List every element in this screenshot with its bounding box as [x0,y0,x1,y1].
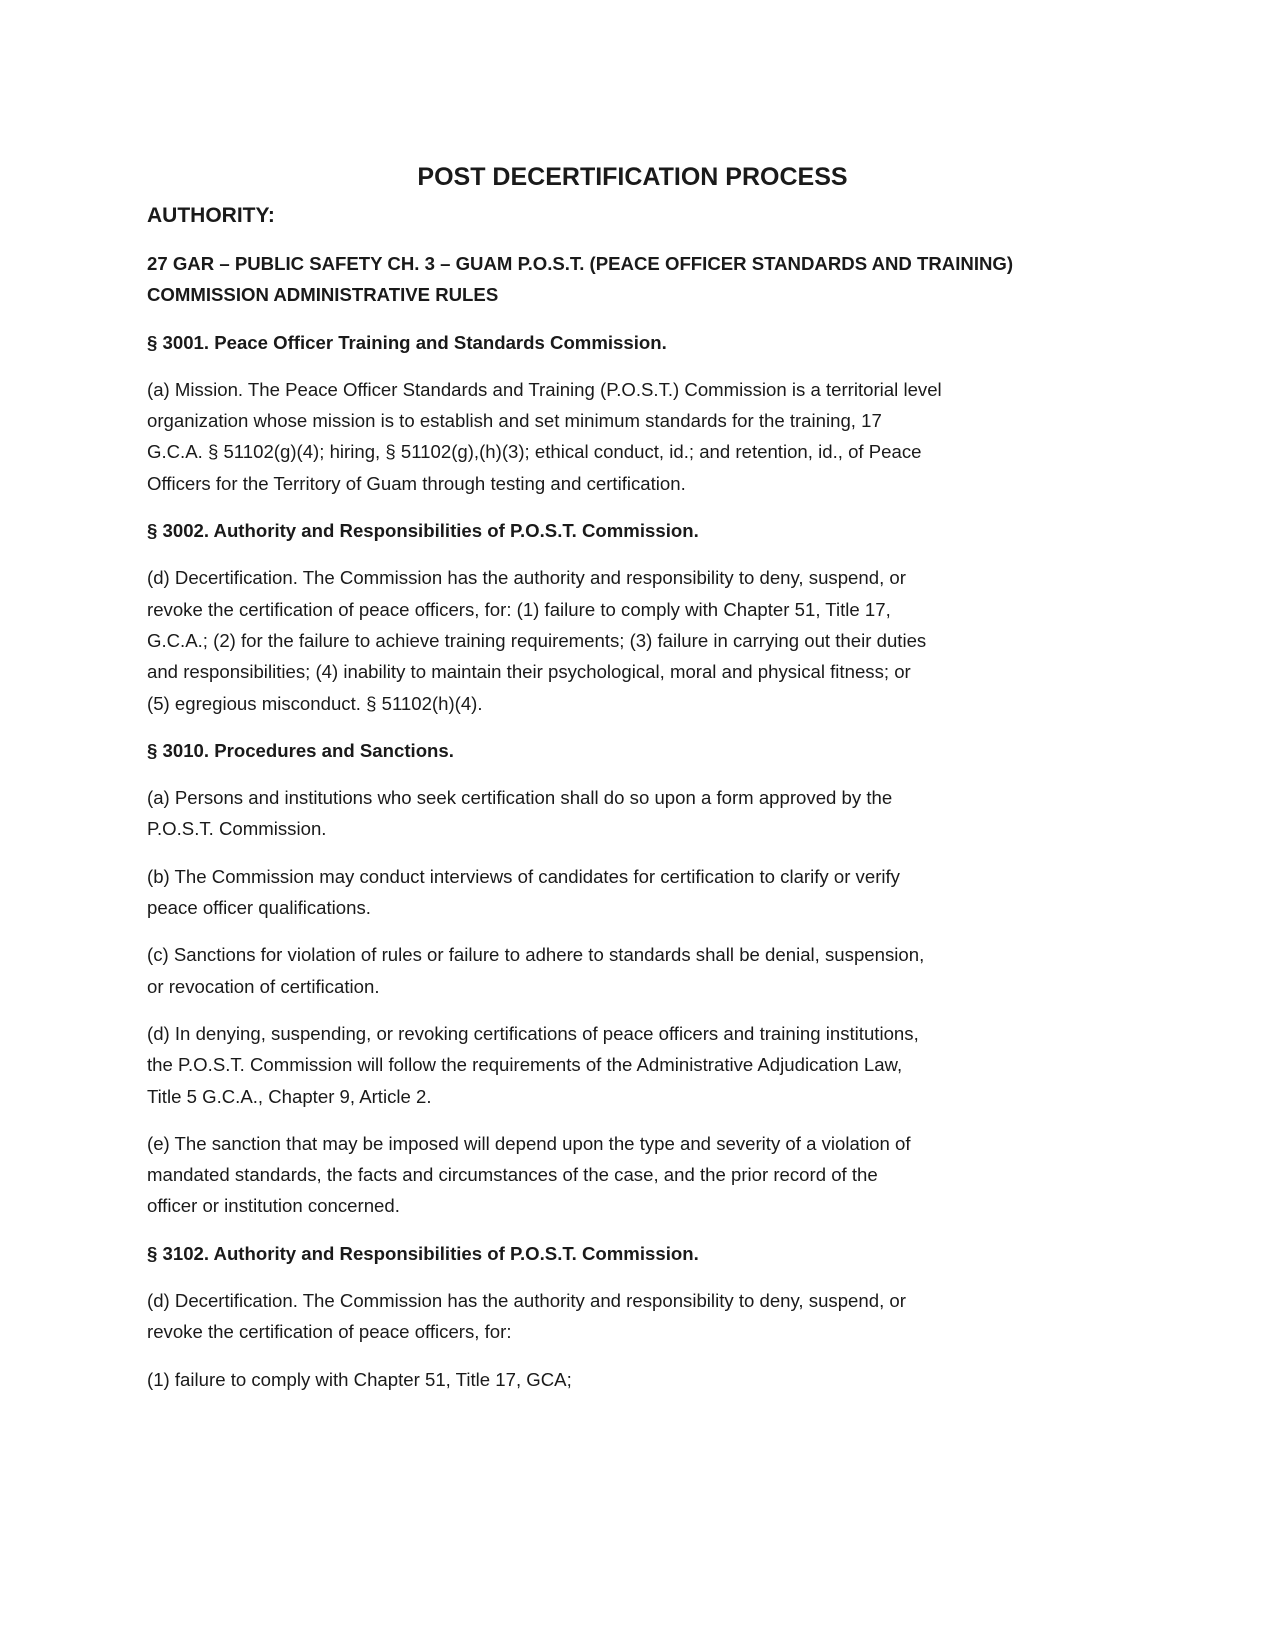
paragraph [147,374,1107,499]
paragraph [147,1285,1107,1348]
text-line: (a) Persons and institutions who seek certification shall do so upon a form approved by the [147,787,893,809]
section-heading [147,515,1107,546]
text-line: mandated standards, the facts and circumstances of the case, and the prior record of the [147,1164,878,1186]
text-line: § 3102. Authority and Responsibilities of P.O.S.T. Commission. [147,1242,699,1264]
text-line: organization whose mission is to establish and set minimum standards for the training, 17 [147,410,882,432]
text-line: 27 GAR – PUBLIC SAFETY CH. 3 – GUAM P.O.S.T. (PEACE OFFICER STANDARDS AND TRAINING) [147,253,1014,274]
text-line: (d) Decertification. The Commission has the authority and responsibility to deny, suspend, or [147,1290,906,1312]
text-line: § 3002. Authority and Responsibilities of P.O.S.T. Commission. [147,520,699,542]
text-line: peace officer qualifications. [147,897,371,919]
document-title: POST DECERTIFICATION PROCESS [417,162,848,191]
section-heading [147,1238,1107,1269]
text-line: revoke the certification of peace officers, for: [147,1321,512,1343]
text-line: Officers for the Territory of Guam through testing and certification. [147,472,686,494]
text-line: the P.O.S.T. Commission will follow the requirements of the Administrative Adjudication Law, [147,1054,903,1076]
text-line: officer or institution concerned. [147,1195,400,1217]
text-line: and responsibilities; (4) inability to maintain their psychological, moral and physical fitness; or [147,661,911,683]
text-line: (b) The Commission may conduct interviews of candidates for certification to clarify or verify [147,865,900,887]
paragraph-list [147,248,1107,1395]
text-line: revoke the certification of peace officers, for: (1) failure to comply with Chapter 51, Title 17, [147,598,891,620]
text-line: § 3010. Procedures and Sanctions. [147,739,454,761]
text-line: (e) The sanction that may be imposed will depend upon the type and severity of a violation of [147,1132,911,1154]
paragraph [147,1128,1107,1222]
text-line: (a) Mission. The Peace Officer Standards and Training (P.O.S.T.) Commission is a territorial level [147,378,942,400]
paragraph [147,1364,1107,1395]
paragraph [147,782,1107,845]
section-heading [147,248,1107,311]
text-line: or revocation of certification. [147,975,380,997]
paragraph [147,861,1107,924]
section-heading [147,735,1107,766]
section-heading [147,327,1107,358]
document-body [147,200,1107,1411]
paragraph [147,1018,1107,1112]
paragraph [147,562,1107,718]
text-line: (1) failure to comply with Chapter 51, Title 17, GCA; [147,1368,572,1390]
text-line: COMMISSION ADMINISTRATIVE RULES [147,284,499,306]
text-line: P.O.S.T. Commission. [147,818,327,840]
text-line: G.C.A. § 51102(g)(4); hiring, § 51102(g),(h)(3); ethical conduct, id.; and retention, id., of Peace [147,441,922,463]
authority-heading: AUTHORITY: [147,204,275,227]
text-line: (d) In denying, suspending, or revoking certifications of peace officers and training institutions, [147,1022,919,1044]
text-line: (5) egregious misconduct. § 51102(h)(4). [147,692,483,714]
text-line: § 3001. Peace Officer Training and Standards Commission. [147,331,667,353]
text-line: (d) Decertification. The Commission has the authority and responsibility to deny, suspend, or [147,567,906,589]
text-line: Title 5 G.C.A., Chapter 9, Article 2. [147,1085,432,1107]
text-line: G.C.A.; (2) for the failure to achieve training requirements; (3) failure in carrying out their duties [147,629,927,651]
paragraph [147,939,1107,1002]
text-line: (c) Sanctions for violation of rules or failure to adhere to standards shall be denial, suspension, [147,944,925,966]
